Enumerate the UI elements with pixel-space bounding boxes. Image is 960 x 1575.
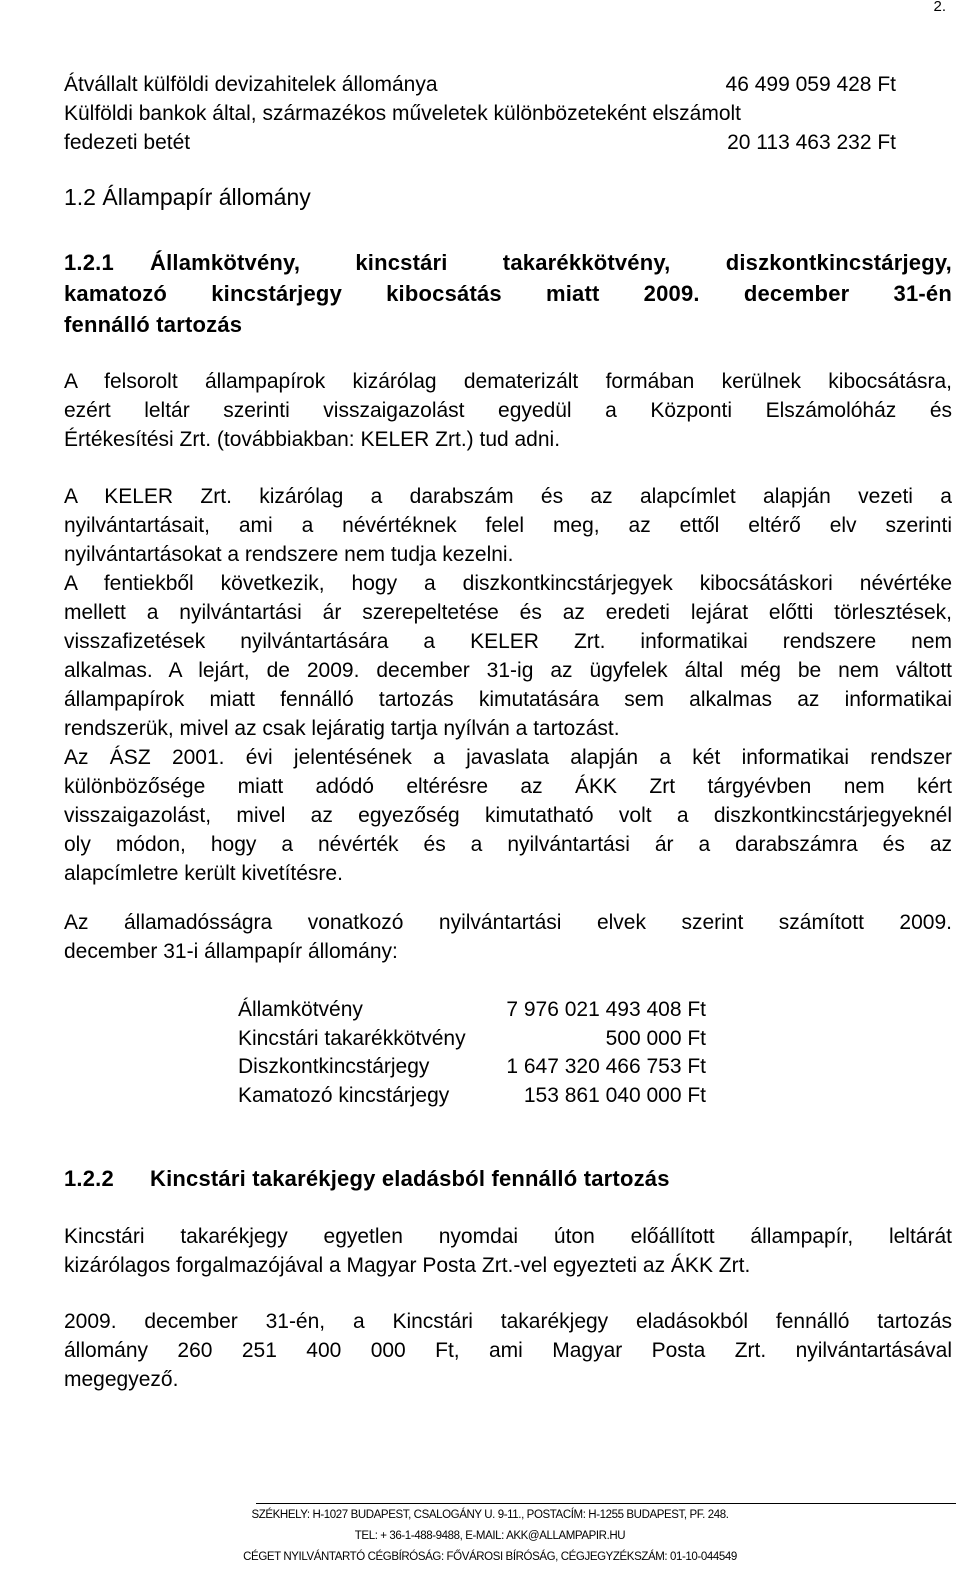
text-line: nyilvántartásokat a rendszere nem tudja kezelni.	[64, 543, 514, 566]
text-line: A felsorolt állampapírok kizárólag dematerizált formában kerülnek kibocsátásra,	[64, 370, 952, 393]
balance-label: Külföldi bankok által, származékos műveletek különbözeteként elszámolt	[64, 102, 742, 125]
text-line: visszafizetések nyilvántartására a KELER Zrt. informatikai rendszere nem	[64, 630, 952, 653]
balance-row-hedge-deposit	[64, 128, 896, 157]
balance-value: 46 499 059 428 Ft	[725, 73, 896, 96]
text-line: Az ÁSZ 2001. évi jelentésének a javaslata alapján a két informatikai rendszer	[64, 746, 952, 769]
text-line: Kincstári takarékjegy egyetlen nyomdai úton előállított állampapír, leltárát	[64, 1225, 952, 1248]
footer-divider	[256, 1503, 956, 1504]
text-line: ezért leltár szerinti visszaigazolást egyedül a Központi Elszámolóház és	[64, 399, 952, 422]
section-heading-1-2-1: Államkötvény, kincstári takarékkötvény, diszkontkincstárjegy,	[150, 250, 952, 275]
text-line: rendszerük, mivel az csak lejáratig tartja nyílván a tartozást.	[64, 717, 620, 740]
section-heading-1-2: 1.2 Állampapír állomány	[64, 184, 311, 210]
text-line: visszaigazolást, mivel az egyezőség kimutatható volt a diszkontkincstárjegyeknél	[64, 804, 952, 827]
text-line: nyilvántartásait, ami a névértéknek felel meg, az ettől eltérő elv szerinti	[64, 514, 952, 537]
paragraph-dematerialized	[64, 367, 952, 454]
balance-row-foreign-loans	[64, 70, 896, 99]
paragraph-savings-balance	[64, 1307, 952, 1394]
holdings-row	[238, 1081, 706, 1110]
text-line: állampapírok miatt fennálló tartozás kimutatására sem alkalmas az informatikai	[64, 688, 952, 711]
page-number: 2.	[933, 0, 946, 15]
text-line: különbözősége miatt adódó eltérésre az ÁKK Zrt tárgyévben nem kért	[64, 775, 952, 798]
holdings-value: 1 647 320 466 753 Ft	[506, 1055, 706, 1078]
section-heading-1-2-1: fennálló tartozás	[64, 312, 243, 337]
text-line: mellett a nyilvántartási ár szerepeltetése és az eredeti lejárat előtti törlesztések,	[64, 601, 952, 624]
holdings-label: Kamatozó kincstárjegy	[238, 1083, 450, 1107]
paragraph-state-debt	[64, 908, 952, 966]
footer-contact: TEL: + 36-1-488-9488, E-MAIL: AKK@ALLAMPAPIR.HU	[354, 1530, 626, 1542]
text-line: alkalmas. A lejárt, de 2009. december 31-ig az ügyfelek által még be nem váltott	[64, 659, 952, 682]
holdings-value: 153 861 040 000 Ft	[523, 1083, 706, 1107]
paragraph-savings-note	[64, 1222, 952, 1280]
section-heading-1-2-1: kamatozó kincstárjegy kibocsátás miatt 2009. december 31-én	[64, 281, 952, 306]
footer-address: SZÉKHELY: H-1027 BUDAPEST, CSALOGÁNY U. 9-11., POSTACÍM: H-1255 BUDAPEST, PF. 248.	[251, 1509, 729, 1521]
text-line: megegyező.	[64, 1368, 179, 1391]
section-number-1-2-1: 1.2.1	[64, 250, 114, 275]
text-line: Értékesítési Zrt. (továbbiakban: KELER Zrt.) tud adni.	[64, 428, 561, 451]
holdings-row	[238, 1052, 706, 1081]
paragraph-keler	[64, 482, 952, 888]
footer-registry: CÉGET NYILVÁNTARTÓ CÉGBÍRÓSÁG: FŐVÁROSI BÍRÓSÁG, CÉGJEGYZÉKSZÁM: 01-10-044549	[243, 1551, 737, 1563]
text-line: állomány 260 251 400 000 Ft, ami Magyar Posta Zrt. nyilvántartásával	[64, 1339, 952, 1362]
balance-label: Átvállalt külföldi devizahitelek állománya	[64, 73, 438, 96]
text-line: kizárólagos forgalmazójával a Magyar Posta Zrt.-vel egyezteti az ÁKK Zrt.	[64, 1254, 751, 1277]
text-line: Az államadósságra vonatkozó nyilvántartási elvek szerint számított 2009.	[64, 911, 952, 934]
section-number-1-2-2: 1.2.2	[64, 1166, 114, 1191]
holdings-row	[238, 995, 706, 1024]
balance-value: 20 113 463 232 Ft	[727, 131, 896, 154]
holdings-label: Diszkontkincstárjegy	[238, 1055, 430, 1078]
holdings-value: 7 976 021 493 408 Ft	[506, 998, 706, 1021]
text-line: oly módon, hogy a névérték és a nyilvántartási ár a darabszámra és az	[64, 833, 952, 856]
text-line: alapcímletre került kivetítésre.	[64, 862, 343, 885]
section-heading-1-2-2: Kincstári takarékjegy eladásból fennálló tartozás	[150, 1166, 670, 1191]
text-line: 2009. december 31-én, a Kincstári takarékjegy eladásokból fennálló tartozás	[64, 1310, 952, 1333]
holdings-value: 500 000 Ft	[605, 1026, 706, 1050]
text-line: A fentiekből következik, hogy a diszkontkincstárjegyek kibocsátáskori névértéke	[64, 572, 952, 595]
balance-label: fedezeti betét	[64, 131, 191, 154]
text-line: A KELER Zrt. kizárólag a darabszám és az alapcímlet alapján vezeti a	[64, 485, 952, 508]
holdings-label: Kincstári takarékkötvény	[238, 1026, 466, 1050]
holdings-table	[238, 995, 706, 1109]
text-line: december 31-i állampapír állomány:	[64, 940, 398, 963]
holdings-label: Államkötvény	[238, 998, 363, 1021]
holdings-row	[238, 1024, 706, 1053]
